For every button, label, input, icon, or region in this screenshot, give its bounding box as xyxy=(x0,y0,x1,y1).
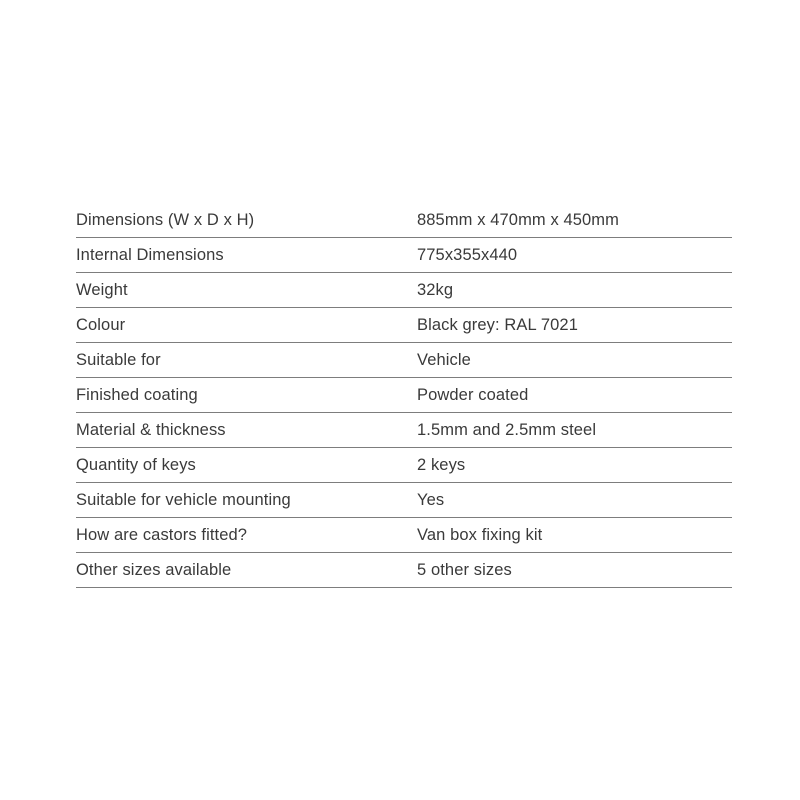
spec-row-castors-fitted xyxy=(76,518,732,553)
spec-label: Material & thickness xyxy=(76,420,226,439)
spec-row-internal-dimensions xyxy=(76,238,732,273)
spec-value: 885mm x 470mm x 450mm xyxy=(417,210,619,229)
spec-value: Yes xyxy=(417,490,445,509)
spec-value: Vehicle xyxy=(417,350,471,369)
spec-value: 5 other sizes xyxy=(417,560,512,579)
spec-row-colour xyxy=(76,308,732,343)
spec-label: Quantity of keys xyxy=(76,455,196,474)
spec-value: Powder coated xyxy=(417,385,529,404)
spec-label: Other sizes available xyxy=(76,560,232,579)
spec-label: Colour xyxy=(76,315,126,334)
spec-row-other-sizes xyxy=(76,553,732,588)
specification-table xyxy=(76,203,732,588)
spec-value: 775x355x440 xyxy=(417,245,518,264)
spec-label: Suitable for vehicle mounting xyxy=(76,490,291,509)
spec-row-quantity-of-keys xyxy=(76,448,732,483)
spec-row-vehicle-mounting xyxy=(76,483,732,518)
spec-value: Van box fixing kit xyxy=(417,525,543,544)
spec-label: Weight xyxy=(76,280,128,299)
spec-row-weight xyxy=(76,273,732,308)
spec-label: How are castors fitted? xyxy=(76,525,248,544)
spec-value: 2 keys xyxy=(417,455,466,474)
spec-row-dimensions xyxy=(76,203,732,238)
spec-row-suitable-for xyxy=(76,343,732,378)
spec-label: Finished coating xyxy=(76,385,198,404)
spec-value: 32kg xyxy=(417,280,454,299)
spec-value: 1.5mm and 2.5mm steel xyxy=(417,420,597,439)
spec-row-finished-coating xyxy=(76,378,732,413)
spec-label: Dimensions (W x D x H) xyxy=(76,210,255,229)
spec-value: Black grey: RAL 7021 xyxy=(417,315,578,334)
spec-label: Suitable for xyxy=(76,350,161,369)
spec-row-material-thickness xyxy=(76,413,732,448)
spec-label: Internal Dimensions xyxy=(76,245,224,264)
